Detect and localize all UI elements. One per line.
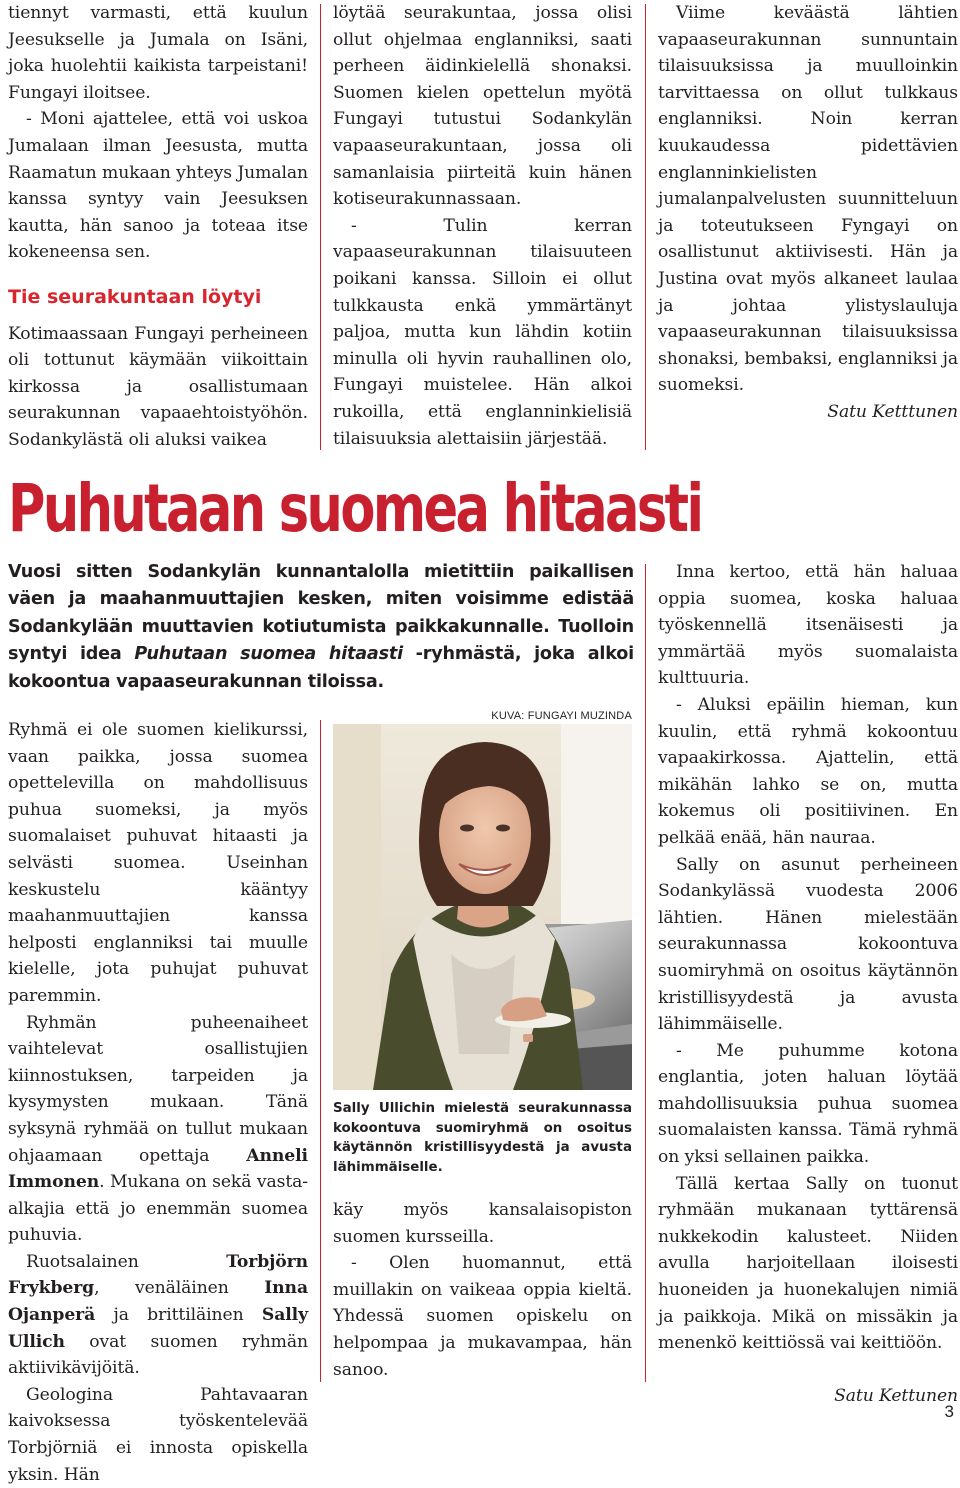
signature: Satu Kettunen [834,1385,958,1406]
paragraph-text: . Mukana on sekä vasta-alkajia että jo enemmän suomea puhuvia. [8,1172,308,1246]
signature: Satu Ketttunen [827,401,958,422]
top-column-1 [8,0,308,454]
column-divider [645,564,646,1382]
column-divider [320,720,321,1382]
paragraph-text: Ruotsalainen [26,1251,227,1272]
paragraph: Sally on asunut perheineen Sodankylässä vuodesta 2006 lähtien. Hänen mielestään seurakunnassa kokoontuva suomiryhmä on osoitus käytännön kristillisyydestä ja avusta lähimmäiselle. [658,854,958,1035]
page-number: 3 [944,1402,954,1421]
column-divider [645,4,646,450]
lead-italic-title: Puhutaan suomea hitaasti [134,644,403,665]
photo-caption: Sally Ullichin mielestä seurakunnassa kokoontuva suomiryhmä on osoitus käytännön kristillisyydestä ja avusta lähimmäiselle. [333,1101,632,1175]
top-column-3 [658,0,958,426]
photo-credit: KUVA: FUNGAYI MUZINDA [491,710,632,722]
top-column-2 [333,0,632,452]
paragraph: tiennyt varmasti, että kuulun Jeesukselle ja Jumala on Isäni, joka huolehtii kaikista tarpeistani! Fungayi iloitsee. [8,3,308,103]
paragraph: - Moni ajattelee, että voi uskoa Jumalaan ilman Jeesusta, mutta Raamatun mukaan yhteys Jumalan kanssa syntyy vain Jeesuksen kautta, hän sanoo ja toteaa itse kokeneensa sen. [8,109,308,263]
paragraph: löytää seurakuntaa, jossa olisi ollut ohjelmaa englanniksi, saati perheen äidinkielellä shonaksi. Suomen kielen opettelun myötä Fungayi tutustui Sodankylän vapaaseurakuntaan, jossa oli samanlaisia piirteitä kuin hänen kotiseurakunnassaan. [333,3,632,210]
article-column-3 [658,559,958,1409]
person-name: Inna Ojanperä [8,1278,308,1326]
lead-text: Vuosi sitten Sodankylän kunnantalolla mietittiin paikallisen väen ja maahanmuuttajien kesken, miten voisimme edistää Sodankylään muuttavien kotiutumista paikkakunnalle. Tuolloin syntyi idea [8,562,634,665]
paragraph: Inna kertoo, että hän haluaa oppia suomea, koska haluaa työskennellä itsenäisesti ja ymmärtää myös suomalaista kulttuuria. [658,562,958,689]
paragraph-text: , venäläinen [94,1278,265,1299]
paragraph [8,1010,308,1249]
column-divider [320,4,321,450]
paragraph: - Aluksi epäilin hieman, kun kuulin, että ryhmä kokoontuu vapaakirkossa. Ajattelin, että mikähän lahko se on, mutta kokemus oli positiivinen. En pelkää enää, hän nauraa. [658,694,958,848]
person-name: Sally Ullich [8,1305,308,1352]
paragraph-text: ja brittiläinen [95,1305,262,1326]
paragraph: Viime keväästä lähtien vapaaseurakunnan sunnuntain tilaisuuksissa ja muulloinkin tarvittaessa on ollut tulkkaus englanniksi. Noin kerran kuukaudessa pidettävien englanninkielisten jumalanpalvelusten suunnitteluun ja toteutukseen Fyngayi on osallistunut aktiivisesti. Hän ja Justina ovat myös alkaneet laulaa ja johtaa ylistyslauluja vapaaseurakunnan tilaisuuksissa shonaksi, bembaksi, englanniksi ja suomeksi. [658,3,958,396]
paragraph [8,1249,308,1382]
paragraph: Geologina Pahtavaaran kaivoksessa työskentelevää Torbjörniä ei innosta opiskella yksin. Hän [8,1384,308,1485]
paragraph: Tällä kertaa Sally on tuonut ryhmään mukanaan tyttärensä nukkekodin kalusteet. Niiden avulla harjoitellaan iloisesti huoneiden ja huonekalujen nimiä ja paikkoja. Mikä on missäkin ja menenkö keittiössä vai keittiöön. [658,1173,958,1354]
paragraph-text: Ryhmän puheenaiheet vaihtelevat osallistujien kiinnostuksen, tarpeiden ja kysymysten mukaan. Tänä syksynä ryhmää on tullut mukaan ohjaamaan opettaja [8,1012,308,1166]
article-column-1 [8,717,308,1488]
paragraph: - Me puhumme kotona englantia, joten haluan löytää mahdollisuuksia puhua suomea suomalaisten kanssa. Tämä ryhmä on yksi sellainen paikka. [658,1040,958,1168]
subheading: Tie seurakuntaan löytyi [8,285,262,308]
person-name: Anneli Immonen [8,1145,308,1193]
article-lead [8,559,634,696]
paragraph-text: ovat suomen ryhmän aktiivikävijöitä. [8,1331,308,1379]
lead-text: -ryhmästä, joka alkoi kokoontua vapaaseurakunnan tiloissa. [8,644,635,692]
person-name: Torbjörn Frykberg [8,1251,308,1299]
article-column-2 [333,1197,632,1383]
paragraph: Ryhmä ei ole suomen kielikurssi, vaan paikka, jossa suomea opettelevilla on mahdollisuus puhua suomeksi, ja myös suomalaiset puhuvat hitaasti ja selvästi suomea. Useinhan keskustelu kääntyy maahanmuuttajien kanssa helposti englanniksi tai muulle kielelle, jota puhujat puhuvat paremmin. [8,720,308,1006]
article-headline: Puhutaan suomea hitaasti [8,470,702,547]
paragraph: käy myös kansalaisopiston suomen kursseilla. [333,1200,632,1247]
paragraph: - Olen huomannut, että muillakin on vaikeaa oppia kieltä. Yhdessä suomen opiskelu on helpompaa ja mukavampaa, hän sanoo. [333,1253,632,1380]
paragraph: Kotimaassaan Fungayi perheineen oli tottunut käymään viikoittain kirkossa ja osallistumaan seurakunnan vapaaehtoistyöhön. Sodankylästä oli aluksi vaikea [8,323,308,450]
photo-illustration [333,724,632,1090]
photo-woman-smiling [333,724,632,1090]
paragraph: - Tulin kerran vapaaseurakunnan tilaisuuteen poikani kanssa. Silloin ei ollut tulkkausta enkä ymmärtänyt paljoa, mutta kun lähdin kotiin minulla oli hyvin rauhallinen olo, Fungayi muistelee. Hän alkoi rukoilla, että englanninkielisiä tilaisuuksia alettaisiin järjestää. [333,215,632,449]
